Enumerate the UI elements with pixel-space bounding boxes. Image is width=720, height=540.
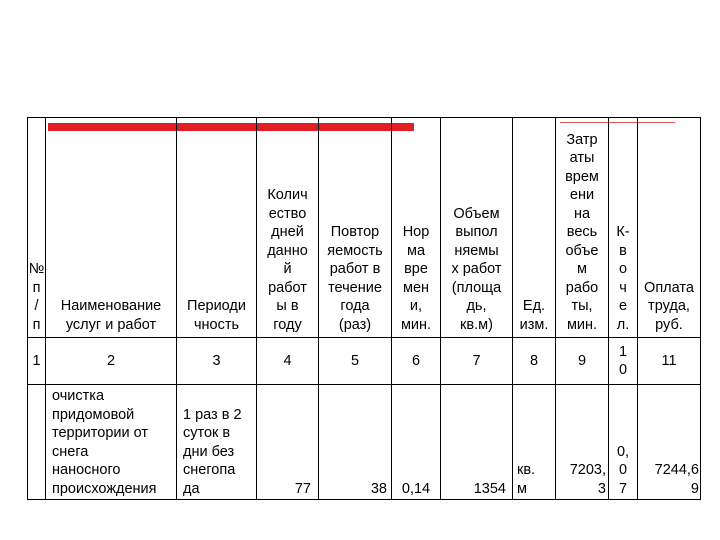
- column-number: 1: [32, 352, 41, 369]
- header-days-count: Колич ество дней данно й работ ы в году: [267, 187, 308, 333]
- column-number: 3: [212, 352, 221, 369]
- header-labor-pay: Оплата труда, руб.: [644, 279, 694, 333]
- header-service-name: Наименование услуг и работ: [60, 298, 162, 333]
- time-cost-cell: 7203, 3: [569, 462, 606, 497]
- column-number: 1 0: [618, 343, 628, 378]
- grid-line: [27, 384, 701, 385]
- column-number: 8: [529, 352, 539, 369]
- workers-count-cell: 0, 0 7: [616, 443, 630, 497]
- header-workers-count: К- в о ч е л.: [616, 224, 630, 333]
- header-repeatability: Повтор яемость работ в течение года (раз): [327, 224, 383, 333]
- days-count-cell: 77: [294, 480, 311, 497]
- column-number: 7: [472, 352, 481, 369]
- column-number: 6: [411, 352, 421, 369]
- header-number: № п / п: [28, 261, 45, 333]
- service-name-cell: очистка придомовой территории от снега наносного происхождения: [52, 388, 157, 497]
- column-number: 5: [350, 352, 360, 369]
- periodicity-cell: 1 раз в 2 суток в дни без снегопа да: [183, 406, 242, 497]
- header-time-norm: Нор ма вре мен и, мин.: [400, 224, 432, 333]
- header-periodicity: Периоди чность: [187, 298, 246, 333]
- time-norm-cell: 0,14: [401, 480, 431, 497]
- grid-line: [27, 499, 701, 500]
- work-volume-cell: 1354: [473, 480, 506, 497]
- labor-pay-cell: 7244,6 9: [654, 462, 699, 497]
- column-number: 2: [106, 352, 116, 369]
- header-work-volume: Объем выпол няемы х работ (площа дь, кв.м): [451, 205, 502, 333]
- header-unit: Ед. изм.: [519, 298, 549, 333]
- header-time-cost: Затр аты врем ени на весь объе м рабо ты, мин.: [565, 131, 599, 333]
- repeatability-cell: 38: [370, 480, 387, 497]
- grid-line: [700, 117, 701, 500]
- unit-cell: кв. м: [517, 462, 536, 497]
- column-number: 11: [661, 352, 677, 369]
- column-number: 4: [283, 352, 292, 369]
- column-number: 9: [577, 352, 587, 369]
